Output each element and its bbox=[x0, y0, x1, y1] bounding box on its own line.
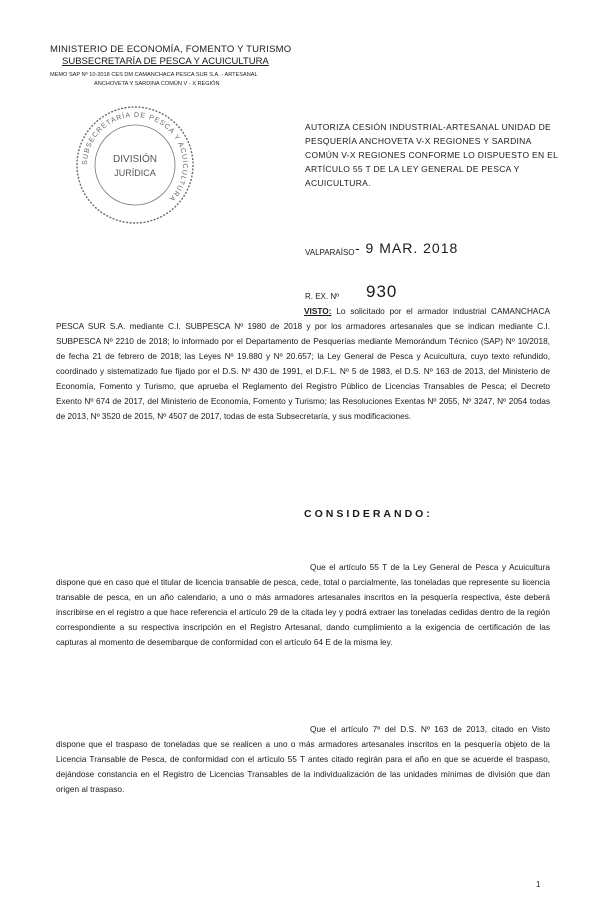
visto-text: Lo solicitado por el armador industrial CAMANCHACA PESCA SUR S.A. mediante C.I. SUBPESCA Nº 1980 de 2018 y por los armadores artesanales que se indican mediante C.I. SUBPESCA Nº 2210 de 2018; lo informado por el Departamento de Pesquerías mediante Memorándum Técnico (SAP) Nº 10/2018, de fecha 21 de febrero de 2018; las Leyes Nº 19.880 y Nº 20.657; la Ley General de Pesca y Acuicultura, cuyo texto refundido, coordinado y sistematizado fue fijado por el D.S. Nº 430 de 1991, el D.F.L. Nº 5 de 1983, el D.S. Nº 163 de 2013, del Ministerio de Economía, Fomento y Turismo, que aprueba el Reglamento del Registro Público de Licencias Transables de Pesca; el Decreto Exento Nº 674 de 2017, del Ministerio de Economía, Fomento y Turismo; las Resoluciones Exentas Nº 2055, Nº 3247, Nº 2054 todas de 2013, Nº 3520 de 2015, Nº 4507 de 2017, todas de esta Subsecretaría, y sus modificaciones. bbox=[56, 306, 550, 421]
paragraph-1-text: Que el artículo 55 T de la Ley General de Pesca y Acuicultura dispone que en caso que el titular de licencia transable de pesca, cede, total o parcialmente, las toneladas que represente su licencia transable de pesca, en un año calendario, a uno o más armadores artesanales inscritos en la pesquería respectiva, éste deberá inscribirse en el registro a que hace referencia el artículo 29 de la citada ley y podrá extraer las toneladas cedidas dentro de la región correspondiente a su respectiva inscripción en el Registro Artesanal, dando cumplimiento a la exigencia de certificación de las capturas al momento de desembarque de conformidad con el artículo 64 E de la misma ley. bbox=[56, 562, 550, 647]
memo-reference-line2: ANCHOVETA Y SARDINA COMÚN V - X REGIÓN bbox=[94, 81, 220, 87]
visto-section bbox=[56, 304, 550, 424]
stamp-line2: JURÍDICA bbox=[114, 168, 156, 178]
paragraph-2-text: Que el artículo 7º del D.S. Nº 163 de 2013, citado en Visto dispone que el traspaso de toneladas que se realicen a uno o más armadores artesanales inscritos en la pesquería objeto de la Licencia Transable de Pesca, de conformidad con el artículo 55 T antes citado regirán para el año en que se acuerde el traspaso, dejándose constancia en el Registro de Licencias Transables de la individualización de las unidades mínimas de división que dan origen al traspaso. bbox=[56, 724, 550, 794]
memo-reference-line1: MEMO SAP Nº 10-2018 CES DM CAMANCHACA PESCA SUR S.A. - ARTESANAL bbox=[50, 72, 258, 78]
considerando-paragraph-1 bbox=[56, 560, 550, 650]
stamp-line1: DIVISIÓN bbox=[113, 154, 157, 165]
letterhead bbox=[50, 44, 310, 89]
page-number: 1 bbox=[536, 880, 541, 889]
stamp-ring-text: SUBSECRETARÍA DE PESCA Y ACUICULTURA bbox=[81, 111, 189, 203]
place: VALPARAÍSO bbox=[305, 248, 355, 257]
resolution-label: R. EX. Nº bbox=[305, 292, 340, 301]
resolution-number: 930 bbox=[366, 282, 398, 301]
date-stamp: - 9 MAR. 2018 bbox=[355, 240, 459, 256]
considerando-heading: CONSIDERANDO: bbox=[304, 508, 433, 520]
subsecretaria-name: SUBSECRETARÍA DE PESCA Y ACUICULTURA bbox=[62, 56, 269, 67]
visto-label: VISTO: bbox=[304, 306, 332, 316]
division-juridica-stamp bbox=[70, 100, 200, 230]
ministry-name: MINISTERIO DE ECONOMÍA, FOMENTO Y TURISMO bbox=[50, 44, 292, 55]
considerando-paragraph-2 bbox=[56, 722, 550, 797]
resolution-title: AUTORIZA CESIÓN INDUSTRIAL-ARTESANAL UNIDAD DE PESQUERÍA ANCHOVETA V-X REGIONES Y SARDINA COMÚN V-X REGIONES CONFORME LO DISPUESTO EN EL ARTÍCULO 55 T DE LA LEY GENERAL DE PESCA Y ACUICULTURA. bbox=[305, 122, 558, 188]
